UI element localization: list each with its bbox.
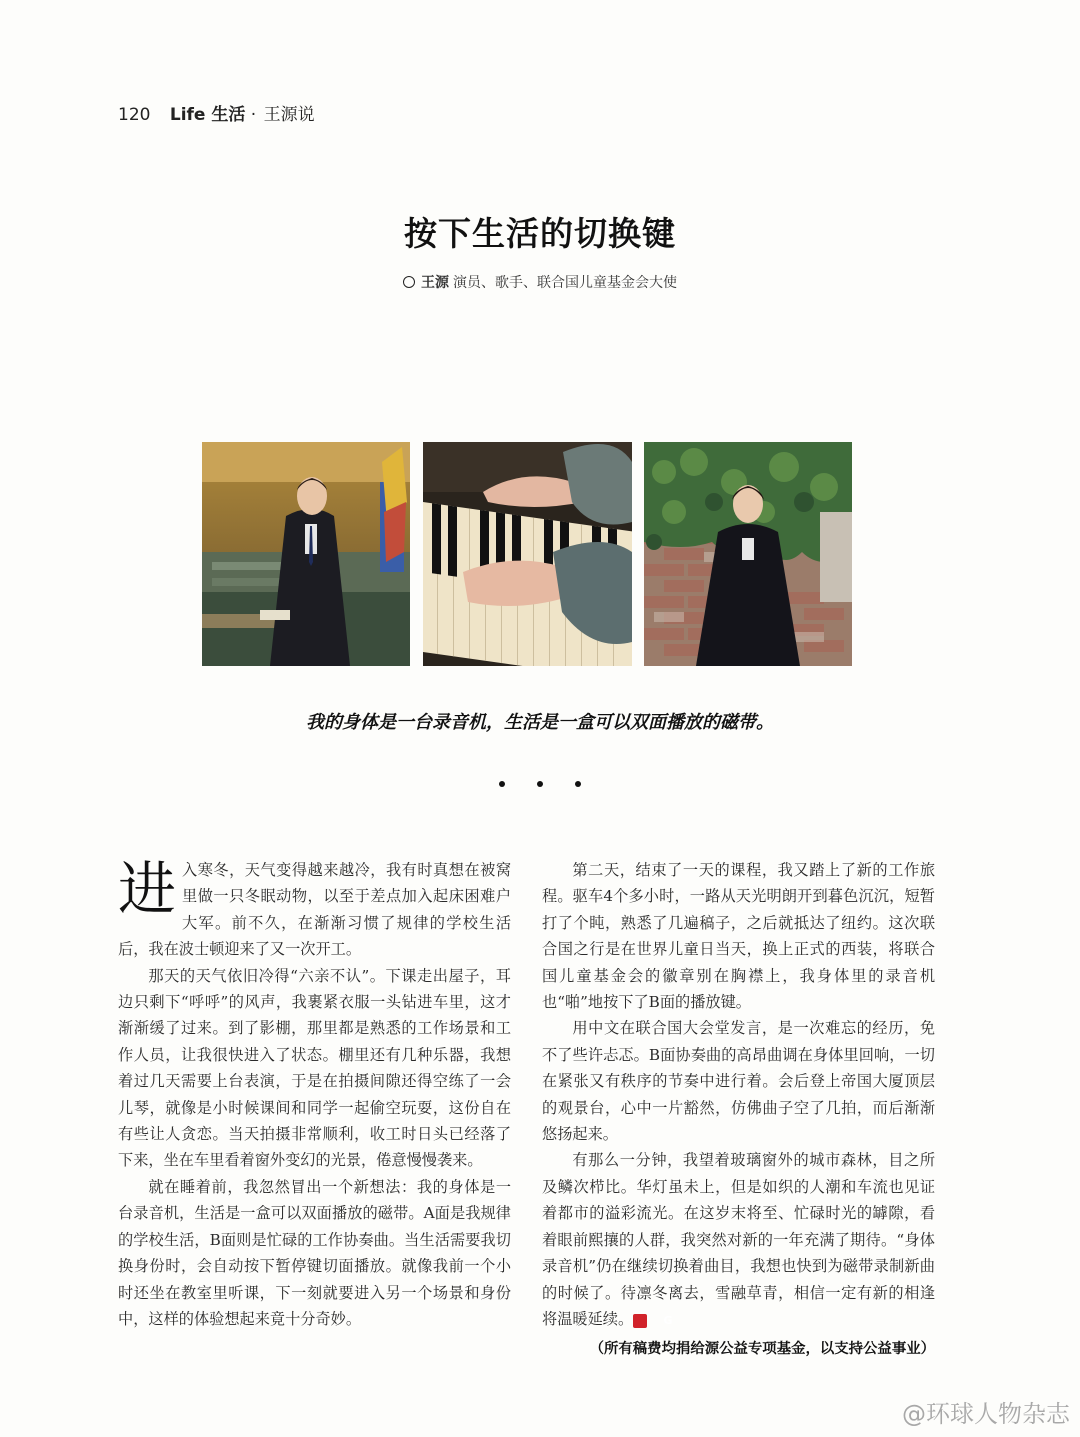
pull-quote: 我的身体是一台录音机，生活是一盒可以双面播放的磁带。	[306, 712, 774, 733]
body-column-right	[542, 857, 935, 1363]
body-column-left	[118, 857, 511, 1332]
end-mark-icon: G	[633, 1314, 647, 1328]
body-paragraph: 进入寒冬，天气变得越来越冷，我有时真想在被窝里做一只冬眠动物，以至于差点加入起床困难户大军。前不久，在渐渐习惯了规律的学校生活后，我在波士顿迎来了又一次开工。	[118, 855, 511, 959]
section-divider	[0, 772, 1080, 791]
byline	[0, 272, 1080, 292]
page-number: 120	[118, 105, 151, 125]
photo-ivy-brick-wall	[644, 442, 852, 666]
divider-dot	[575, 781, 581, 787]
divider-dot	[537, 781, 543, 787]
byline-author: 王源	[421, 275, 449, 291]
body-paragraph: 用中文在联合国大会堂发言，是一次难忘的经历，免不了些许忐忑。B面协奏曲的高昂曲调在身体里回响，一切在紧张又有秩序的节奏中进行着。会后登上帝国大厦顶层的观景台，心中一片豁然，仿佛曲子空了几拍，而后渐渐悠扬起来。	[542, 1019, 935, 1144]
body-paragraph: 那天的天气依旧冷得“六亲不认”。下课走出屋子，耳边只剩下“呼呼”的风声，我裹紧衣服一头钻进车里，这才渐渐缓了过来。到了影棚，那里都是熟悉的工作场景和工作人员，让我很快进入了状态。棚里还有几种乐器，我想着过几天需要上台表演，于是在拍摄间隙还得空练了一会儿琴，就像是小时候课间和同学一起偷空玩耍，这份自在有些让人贪恋。当天拍摄非常顺利，收工时日头已经落了下来，坐在车里看着窗外变幻的光景，倦意慢慢袭来。	[118, 966, 511, 1170]
section-name: Life 生活	[169, 105, 246, 125]
body-paragraph: 就在睡着前，我忽然冒出一个新想法：我的身体是一台录音机，生活是一盒可以双面播放的磁带。A面是我规律的学校生活，B面则是忙碌的工作协奏曲。当生活需要我切换身份时，会自动按下暂停键切面播放。就像我前一个小时还坐在教室里听课，下一刻就要进入另一个场景和身份中，这样的体验想起来竟十分奇妙。	[118, 1177, 511, 1328]
header-separator: ·	[250, 105, 257, 125]
article-title: 按下生活的切换键	[404, 214, 676, 253]
body-paragraph: 第二天，结束了一天的课程，我又踏上了新的工作旅程。驱车4个多小时，一路从天光明朗开到暮色沉沉，短暂打了个盹，熟悉了几遍稿子，之后就抵达了纽约。这次联合国之行是在世界儿童日当天，换上正式的西装，将联合国儿童基金会的徽章别在胸襟上，我身体里的录音机也“啪”地按下了B面的播放键。	[542, 861, 935, 1012]
running-header	[118, 100, 315, 125]
photo-un-assembly-hall	[202, 442, 410, 666]
byline-role: 演员、歌手、联合国儿童基金会大使	[453, 275, 677, 291]
donation-note: （所有稿费均捐给源公益专项基金，以支持公益事业）	[589, 1341, 935, 1358]
byline-circle-icon	[403, 276, 415, 288]
weibo-watermark: @环球人物杂志	[902, 1400, 1070, 1428]
photo-piano-hands	[423, 442, 632, 666]
body-paragraph: 有那么一分钟，我望着玻璃窗外的城市森林，目之所及鳞次栉比。华灯虽未上，但是如织的人潮和车流也见证着都市的溢彩流光。在这岁末将至、忙碌时光的罅隙，看着眼前熙攘的人群，我突然对新的一年充满了期待。“身体录音机”仍在继续切换着曲目，我想也快到为磁带录制新曲的时候了。待凛冬离去，雪融草青，相信一定有新的相逢将温暖延续。 G	[542, 1151, 935, 1328]
column-name: 王源说	[263, 105, 315, 125]
drop-cap: 进	[118, 855, 177, 923]
divider-dot	[499, 781, 505, 787]
